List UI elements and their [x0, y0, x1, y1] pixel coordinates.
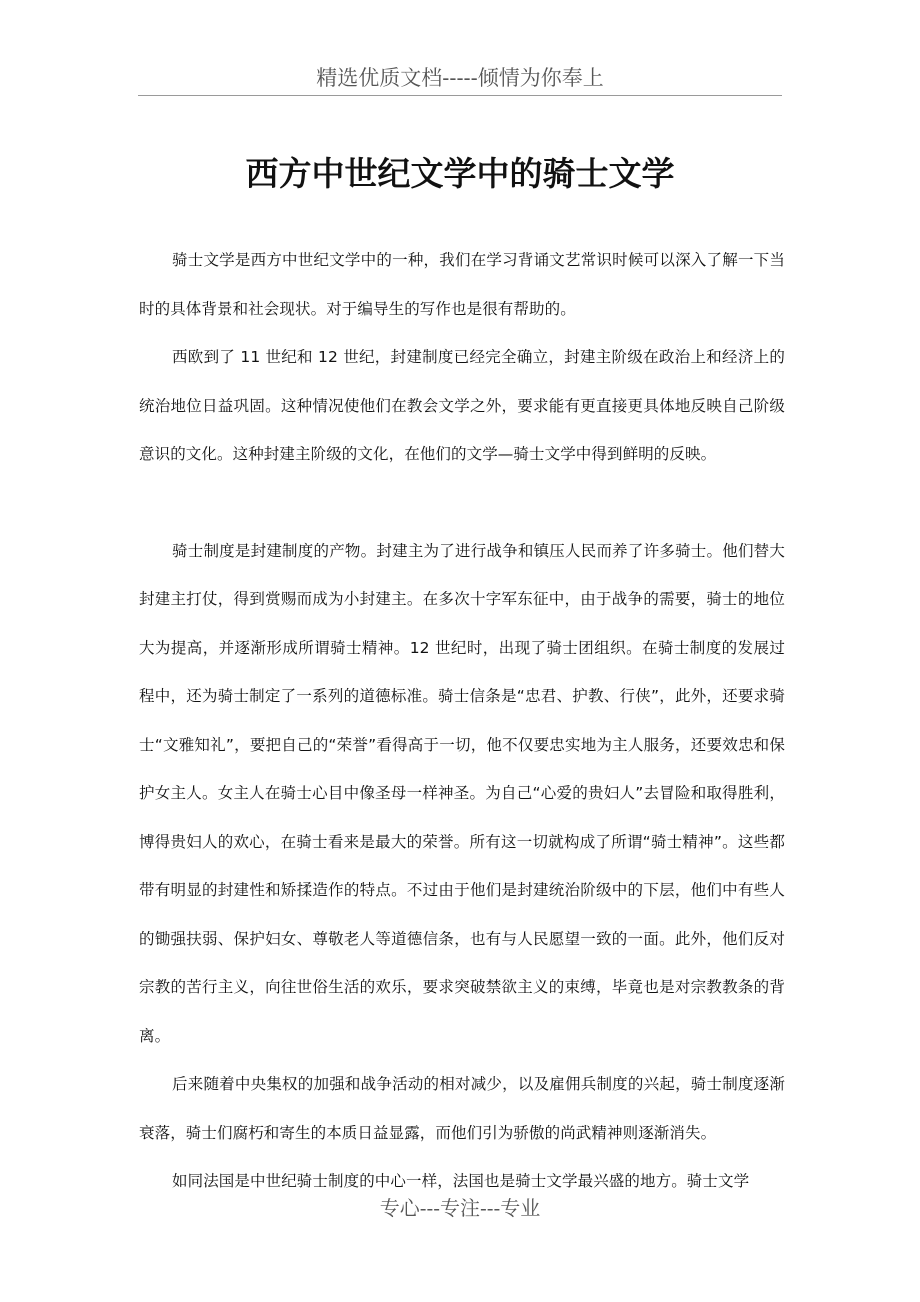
paragraph-france: 如同法国是中世纪骑士制度的中心一样，法国也是骑士文学最兴盛的地方。骑士文学	[172, 1172, 750, 1190]
document-body	[139, 236, 785, 1206]
header-divider	[138, 95, 782, 96]
paragraph-intro: 骑士文学是西方中世纪文学中的一种，我们在学习背诵文艺常识时候可以深入了解一下当时的具体背景和社会现状。对于编导生的写作也是很有帮助的。	[139, 251, 785, 318]
page-header: 精选优质文档-----倾情为你奉上	[316, 66, 604, 90]
paragraph-decline: 后来随着中央集权的加强和战争活动的相对减少，以及雇佣兵制度的兴起，骑士制度逐渐衰落，骑士们腐朽和寄生的本质日益显露，而他们引为骄傲的尚武精神则逐渐消失。	[139, 1075, 785, 1142]
paragraph-knight-system: 骑士制度是封建制度的产物。封建主为了进行战争和镇压人民而养了许多骑士。他们替大封建主打仗，得到赏赐而成为小封建主。在多次十字军东征中，由于战争的需要，骑士的地位大为提高，并逐渐形成所谓骑士精神。12 世纪时，出现了骑士团组织。在骑士制度的发展过程中，还为骑士制定了一系列的道德标准。骑士信条是“忠君、护教、行侠”，此外，还要求骑士“文雅知礼”，要把自己的“荣誉”看得高于一切，他不仅要忠实地为主人服务，还要效忠和保护女主人。女主人在骑士心目中像圣母一样神圣。为自己“心爱的贵妇人”去冒险和取得胜利，博得贵妇人的欢心，在骑士看来是最大的荣誉。所有这一切就构成了所谓“骑士精神”。这些都带有明显的封建性和矫揉造作的特点。不过由于他们是封建统治阶级中的下层，他们中有些人的锄强扶弱、保护妇女、尊敬老人等道德信条，也有与人民愿望一致的一面。此外，他们反对宗教的苦行主义，向往世俗生活的欢乐，要求突破禁欲主义的束缚，毕竟也是对宗教教条的背离。	[139, 541, 785, 1045]
document-title: 西方中世纪文学中的骑士文学	[245, 154, 675, 193]
paragraph-background: 西欧到了 11 世纪和 12 世纪，封建制度已经完全确立，封建主阶级在政治上和经济上的统治地位日益巩固。这种情况使他们在教会文学之外，要求能有更直接更具体地反映自己阶级意识的文化。这种封建主阶级的文化，在他们的文学—骑士文学中得到鲜明的反映。	[139, 348, 785, 463]
paragraph-spacer	[139, 479, 785, 527]
page-footer: 专心---专注---专业	[379, 1196, 541, 1220]
